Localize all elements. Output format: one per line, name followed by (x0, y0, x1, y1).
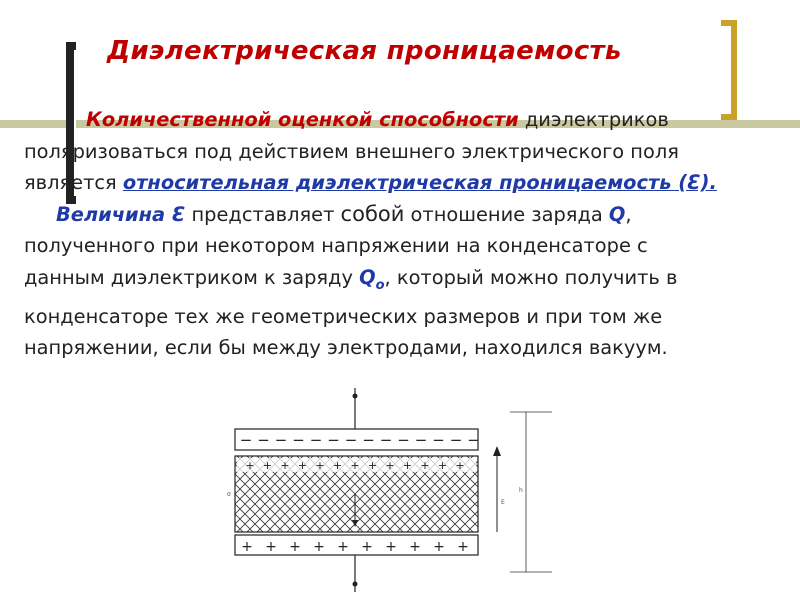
negative-sign: − (449, 431, 463, 449)
term-link[interactable]: относительная диэлектрическая проницаемость (Ɛ). (122, 171, 717, 194)
dielectric-plus-sign: + (262, 459, 273, 472)
negative-sign: − (344, 431, 358, 449)
capacitor-diagram (225, 384, 560, 594)
positive-sign: + (361, 539, 373, 555)
negative-sign: − (467, 431, 480, 449)
positive-sign: + (265, 539, 277, 555)
positive-sign: + (241, 539, 253, 555)
negative-sign: − (257, 431, 270, 449)
dielectric-plus-sign: + (297, 459, 308, 472)
text-line-7: конденсаторе тех же геометрических размеров и при том же (24, 304, 663, 328)
negative-sign: − (414, 431, 428, 449)
dielectric-plus-sign: + (402, 459, 413, 472)
text-line-3: является относительная диэлектрическая проницаемость (Ɛ). (24, 171, 717, 194)
negative-sign: − (432, 431, 445, 449)
bottom-terminal (353, 582, 358, 587)
highlight-phrase: Количественной оценкой способности (86, 108, 519, 131)
text-line-1: Количественной оценкой способности диэлектриков (86, 108, 669, 131)
positive-sign: + (289, 539, 301, 555)
charge-label: σ (227, 491, 231, 498)
dielectric-plus-sign: + (332, 459, 343, 472)
positive-sign: + (433, 539, 445, 555)
top-terminal (353, 394, 358, 399)
negative-sign: − (397, 431, 410, 449)
dielectric-plus-sign: + (420, 459, 430, 472)
dielectric-plus-sign: + (315, 459, 325, 472)
arrow-label: E (501, 499, 505, 506)
negative-sign: − (292, 431, 305, 449)
negative-sign: − (274, 431, 288, 449)
text-line-4: Величина Ɛ представляет собой отношение заряда Q, (56, 201, 632, 226)
dimension-label: h (519, 487, 523, 494)
text-line-6: данным диэлектриком к заряду $Q_o$, который можно получить в (24, 265, 678, 293)
dielectric-plus-sign: + (245, 459, 255, 472)
positive-sign: + (385, 539, 397, 555)
positive-sign: + (457, 539, 469, 555)
text-line-8: напряжении, если бы между электродами, находился вакуум. (24, 336, 668, 360)
positive-sign: + (409, 539, 421, 555)
text-line-2: поляризоваться под действием внешнего электрического поля (24, 139, 679, 163)
negative-sign: − (362, 431, 375, 449)
negative-sign: − (379, 431, 393, 449)
dielectric-plus-sign: + (385, 459, 395, 472)
negative-sign: − (327, 431, 340, 449)
positive-sign: + (337, 539, 349, 555)
dielectric-plus-sign: + (455, 459, 465, 472)
dielectric-plus-sign: + (437, 459, 448, 472)
positive-sign: + (313, 539, 325, 555)
negative-sign: − (239, 431, 253, 449)
negative-sign: − (309, 431, 323, 449)
text-line-5: полученного при некотором напряжении на конденсаторе с (24, 234, 648, 257)
dielectric-plus-sign: + (280, 459, 290, 472)
body-text (24, 104, 784, 364)
slide-title: Диэлектрическая проницаемость (107, 36, 622, 66)
dielectric-plus-sign: + (367, 459, 378, 472)
dielectric-plus-sign: + (350, 459, 360, 472)
